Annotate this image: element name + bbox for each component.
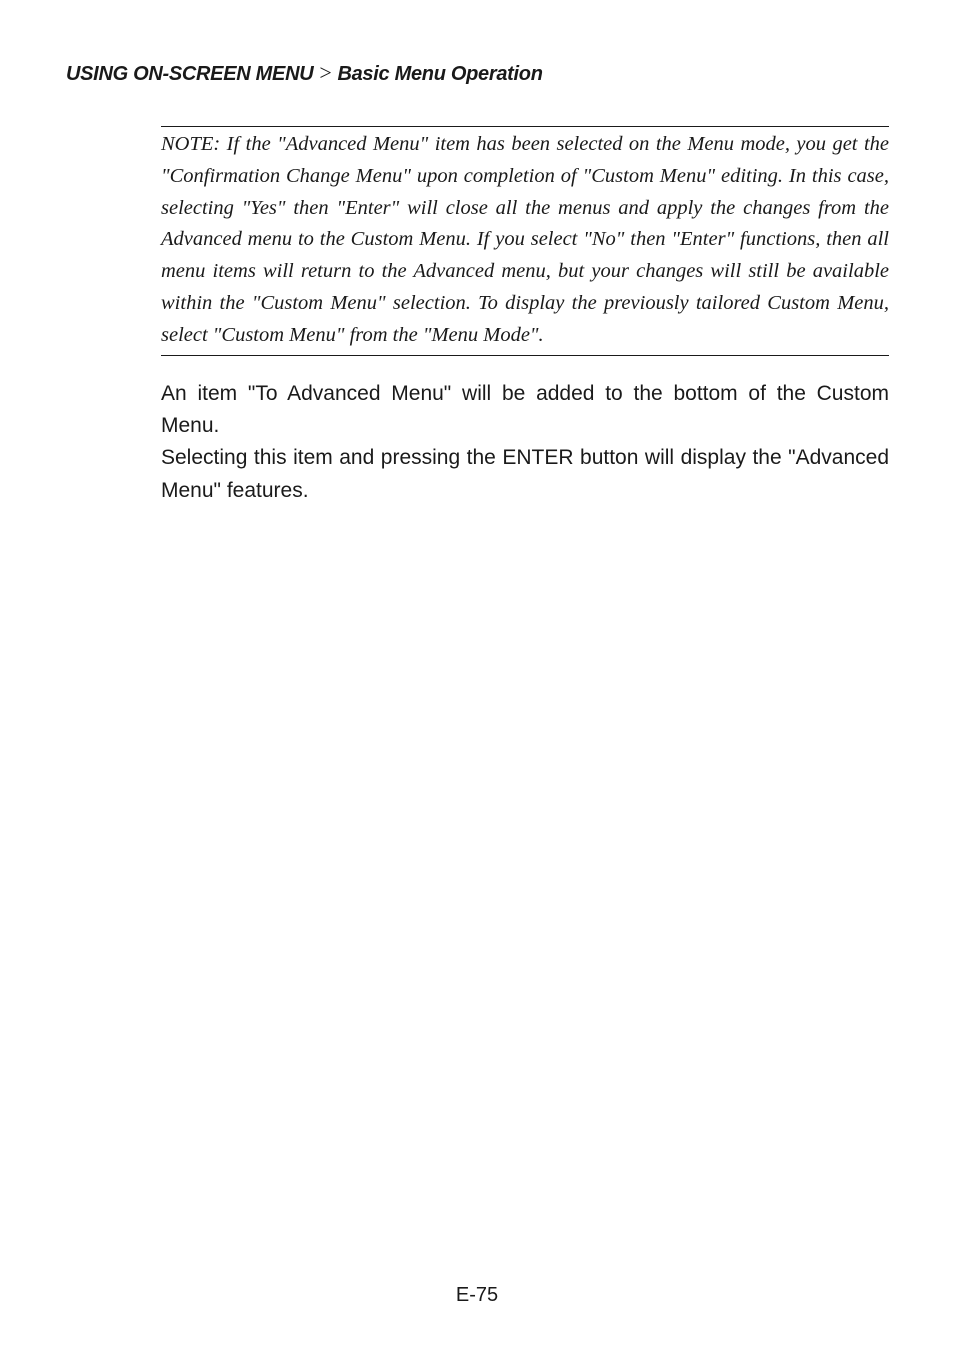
header-section-title: USING ON-SCREEN MENU (66, 63, 314, 85)
running-header (66, 60, 543, 86)
body-paragraph-2: Selecting this item and pressing the ENTER button will display the "Advanced Menu" features. (161, 446, 889, 502)
note-box (161, 126, 889, 356)
page-number: E-75 (455, 1284, 499, 1306)
note-text: NOTE: If the "Advanced Menu" item has been selected on the Menu mode, you get the "Confirmation Change Menu" upon completion of "Custom Menu" editing. In this case, selecting "Yes" then "Enter" will close all the menus and apply the changes from the Advanced menu to the Custom Menu. If you select "No" then "Enter" functions, then all menu items will return to the Advanced menu, but your changes will still be available within the "Custom Menu" selection. To display the previously tailored Custom Menu, select "Custom Menu" from the "Menu Mode". (161, 133, 889, 346)
header-subsection-title: Basic Menu Operation (337, 63, 543, 85)
body-text (161, 378, 889, 507)
header-separator: > (319, 60, 332, 85)
body-paragraph-1: An item "To Advanced Menu" will be added to the bottom of the Custom Menu. (161, 382, 889, 438)
